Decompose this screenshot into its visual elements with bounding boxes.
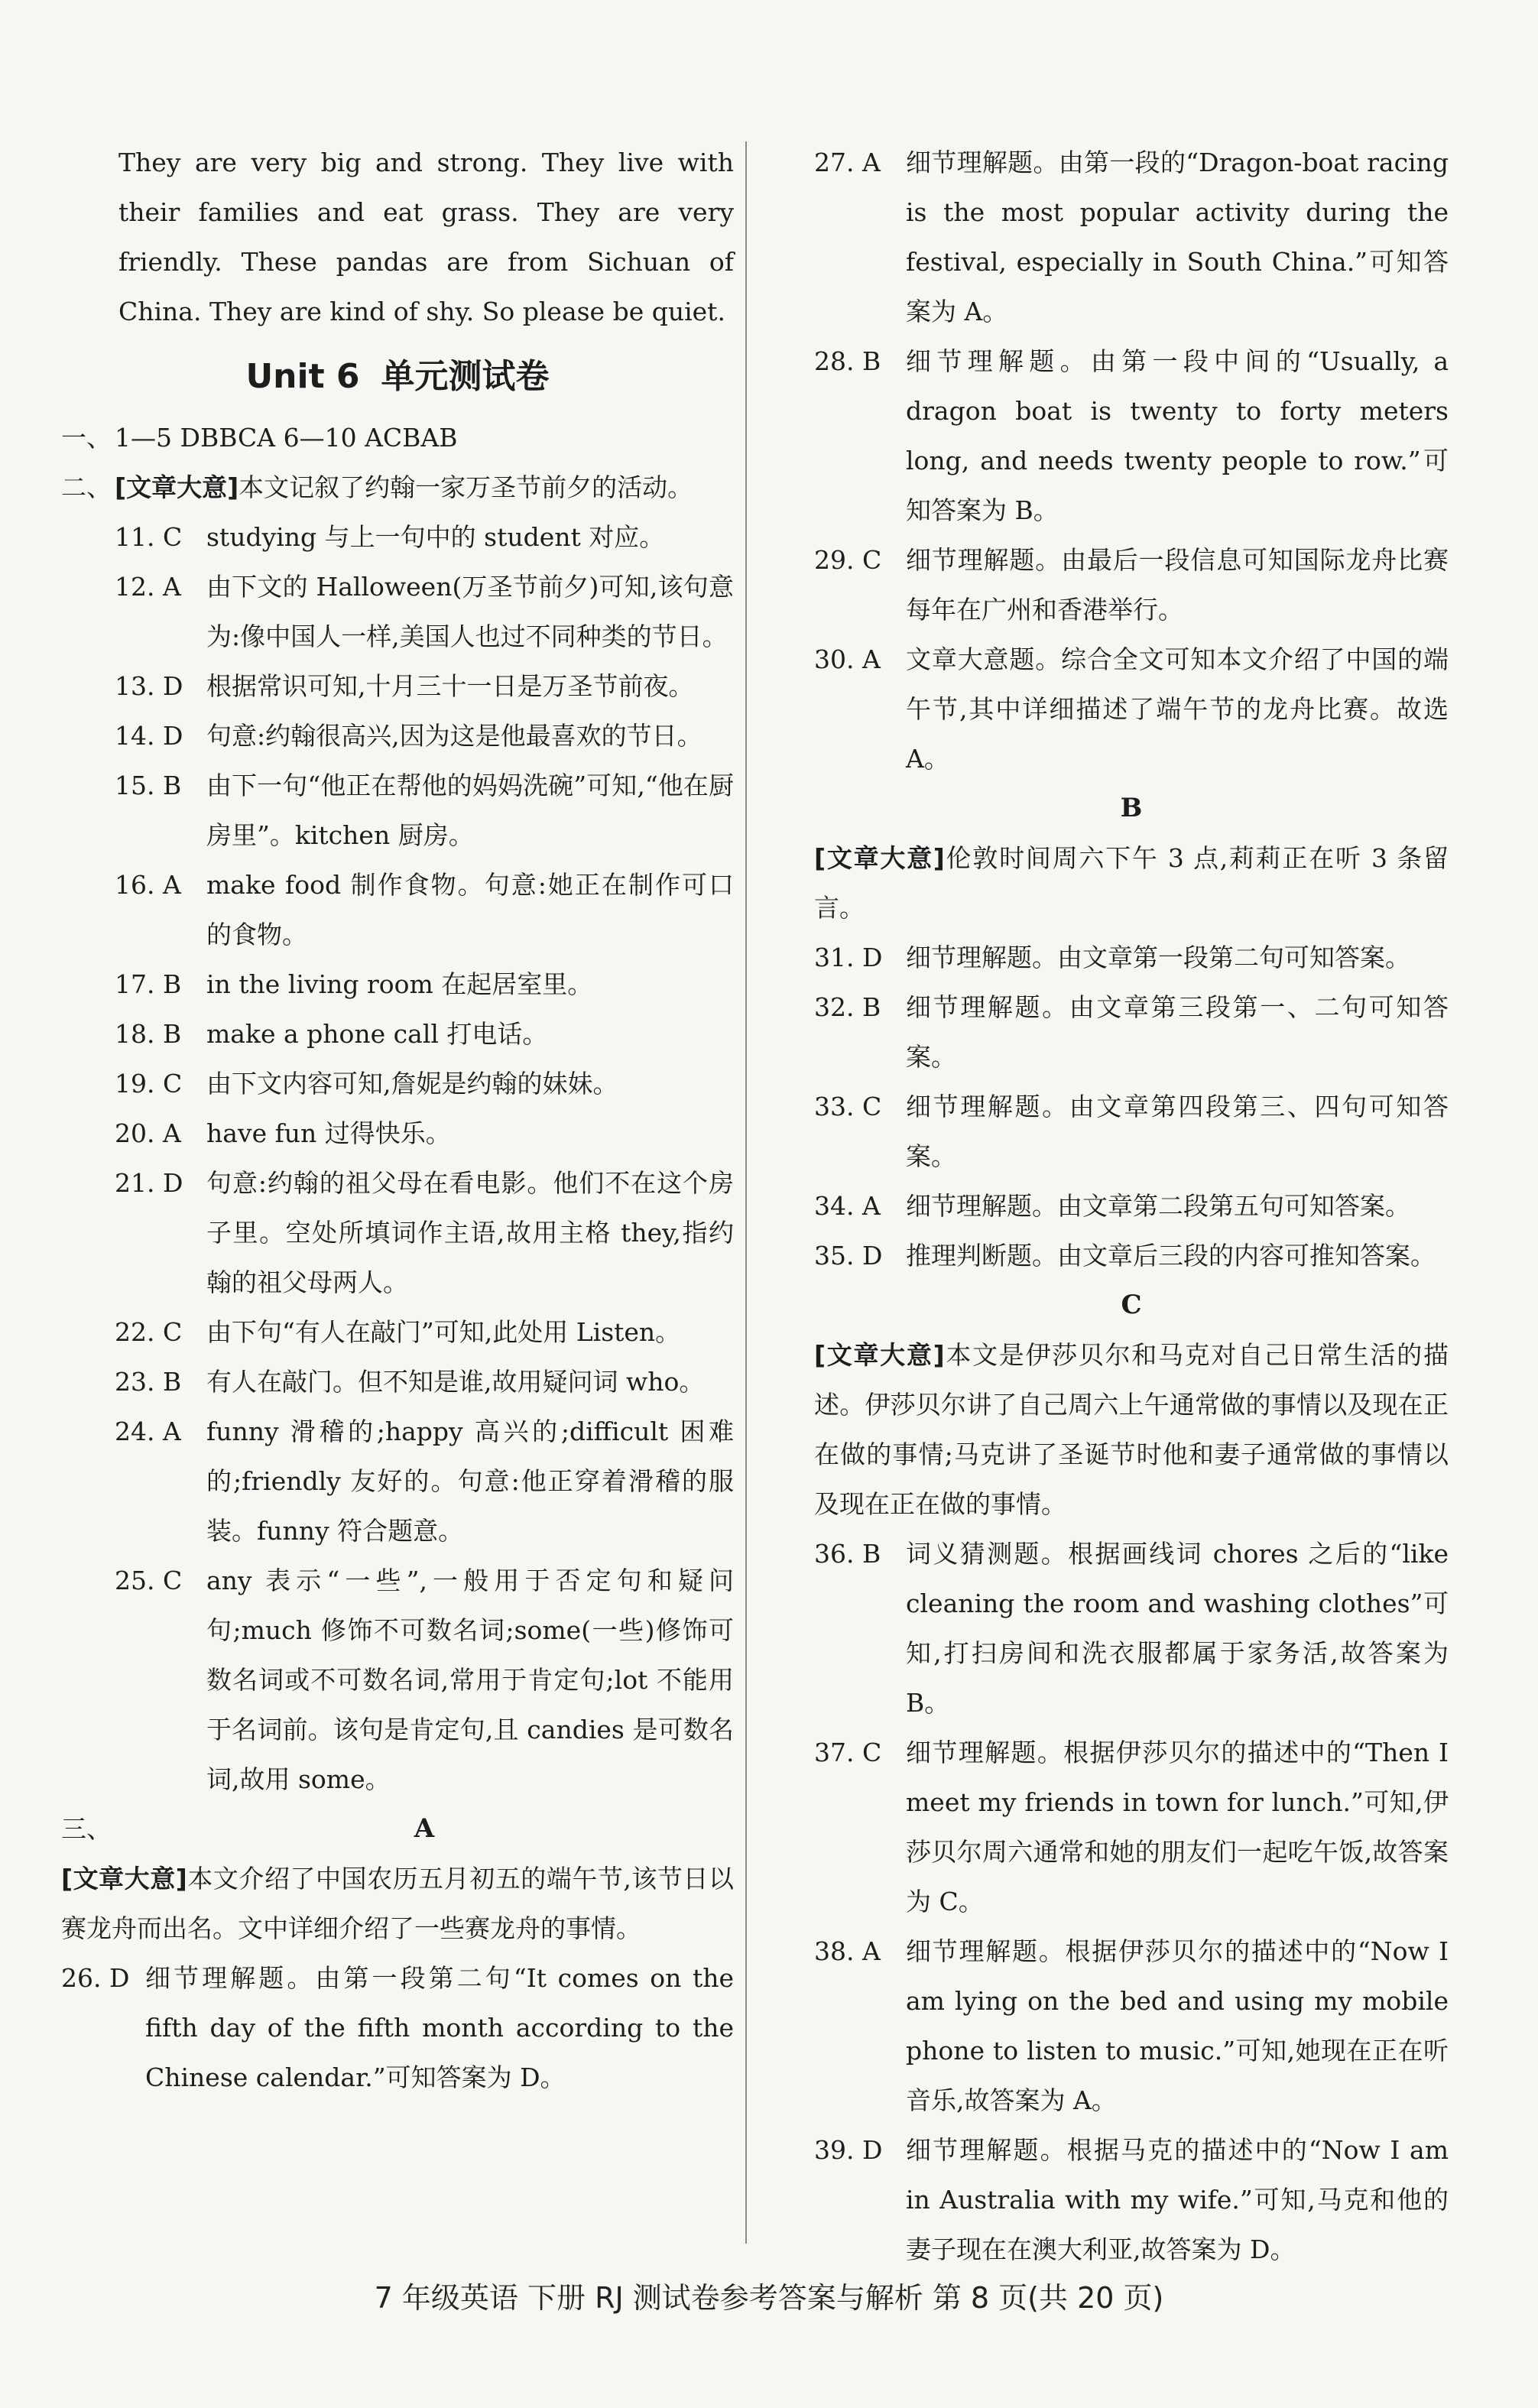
answer-explanation: 推理判断题。由文章后三段的内容可推知答案。: [906, 1241, 1436, 1271]
answer-item: [115, 1009, 734, 1059]
answer-explanation: in the living room 在起居室里。: [206, 969, 593, 999]
answer-explanation: 细节理解题。根据伊莎贝尔的描述中的“Now I am lying on the bed and using my mobile phone to listen to music.”可知,她现在正在听音乐,故答案为 A。: [906, 1936, 1449, 2115]
part-b-summary: [814, 833, 1449, 933]
answer-number: 17. B: [115, 969, 182, 999]
answer-explanation: 细节理解题。根据马克的描述中的“Now I am in Australia with my wife.”可知,马克和他的妻子现在在澳大利亚,故答案为 D。: [906, 2135, 1449, 2264]
answer-number: 19. C: [115, 1069, 183, 1099]
part-a-summary-text: 本文介绍了中国农历五月初五的端午节,该节日以赛龙舟而出名。文中详细介绍了一些赛龙舟的事情。: [61, 1864, 734, 1943]
answer-explanation: 文章大意题。综合全文可知本文介绍了中国的端午节,其中详细描述了端午节的龙舟比赛。故选 A。: [906, 644, 1449, 774]
answer-item: [115, 1556, 734, 1804]
answer-number: 16. A: [115, 870, 181, 900]
answer-explanation: 词义猜测题。根据画线词 chores 之后的“like cleaning the room and washing clothes”可知,打扫房间和洗衣服都属于家务活,故答案为 B。: [906, 1539, 1449, 1718]
answer-number: 18. B: [115, 1019, 182, 1049]
part-b-title: B: [1120, 793, 1143, 823]
answer-item: [115, 562, 734, 661]
answer-explanation: 句意:约翰很高兴,因为这是他最喜欢的节日。: [206, 721, 702, 751]
answer-number: 32. B: [814, 992, 881, 1022]
answer-explanation: 由下句“有人在敲门”可知,此处用 Listen。: [206, 1317, 681, 1347]
part-b-summary-label: [文章大意]: [814, 843, 945, 873]
answer-explanation: 句意:约翰的祖父母在看电影。他们不在这个房子里。空处所填词作主语,故用主格 they,指约翰的祖父母两人。: [206, 1168, 734, 1297]
left-column: [61, 138, 734, 2102]
answer-explanation: 细节理解题。由第一段的“Dragon-boat racing is the most popular activity during the festival, especially in South China.”可知答案为 A。: [906, 148, 1449, 326]
answer-item: [814, 1728, 1449, 1926]
answer-explanation: 有人在敲门。但不知是谁,故用疑问词 who。: [206, 1367, 705, 1397]
answer-item: [115, 1108, 734, 1158]
unit-title-cn: 单元测试卷: [381, 357, 550, 396]
part-a-summary-label: [文章大意]: [61, 1864, 187, 1894]
answer-list-right-a: [814, 138, 1449, 784]
answer-explanation: funny 滑稽的;happy 高兴的;difficult 困难的;friendly 友好的。句意:他正穿着滑稽的服装。funny 符合题意。: [206, 1417, 734, 1546]
unit-title-en: Unit 6: [245, 357, 360, 396]
answer-item: [115, 1357, 734, 1407]
answer-item: [115, 661, 734, 711]
answer-item: [61, 1953, 734, 2102]
part-c-summary-text: 本文是伊莎贝尔和马克对自己日常生活的描述。伊莎贝尔讲了自己周六上午通常做的事情以及现在正在做的事情;马克讲了圣诞节时他和妻子通常做的事情以及现在正在做的事情。: [814, 1340, 1449, 1519]
answer-explanation: 根据常识可知,十月三十一日是万圣节前夜。: [206, 671, 694, 701]
answer-item: [115, 761, 734, 860]
answer-explanation: 由下文的 Halloween(万圣节前夕)可知,该句意为:像中国人一样,美国人也过不同种类的节日。: [206, 572, 734, 651]
answer-explanation: 细节理解题。由第一段中间的“Usually, a dragon boat is twenty to forty meters long, and needs twenty people to row.”可知答案为 B。: [906, 346, 1449, 525]
part-c-title: C: [1121, 1290, 1142, 1320]
answer-explanation: 由下一句“他正在帮他的妈妈洗碗”可知,“他在厨房里”。kitchen 厨房。: [206, 771, 734, 850]
section-2-summary-label: [文章大意]: [115, 472, 239, 502]
answer-number: 36. B: [814, 1539, 881, 1569]
column-divider: [745, 141, 747, 2244]
answer-explanation: 细节理解题。由文章第一段第二句可知答案。: [906, 943, 1410, 972]
answer-item: [814, 982, 1449, 1082]
answer-item: [115, 959, 734, 1009]
part-a-title: A: [414, 1813, 435, 1844]
answer-item: [814, 933, 1449, 982]
answer-number: 39. D: [814, 2135, 883, 2165]
answer-explanation: 细节理解题。由第一段第二句“It comes on the fifth day of the fifth month according to the Chinese calendar.”可知答案为 D。: [145, 1963, 734, 2092]
answer-number: 14. D: [115, 721, 183, 751]
answer-item: [115, 1158, 734, 1307]
answer-item: [814, 535, 1449, 634]
answer-number: 30. A: [814, 644, 881, 674]
answer-list-left: [61, 512, 734, 1804]
answer-number: 11. C: [115, 522, 183, 552]
answer-item: [814, 634, 1449, 784]
section-2-marker: 二、: [61, 472, 112, 502]
intro-paragraph: They are very big and strong. They live with their families and eat grass. They are very friendly. These pandas are from Sichuan of China. They are kind of shy. So please be quiet.: [118, 148, 734, 326]
answer-list-right-b: [814, 933, 1449, 1280]
answer-number: 29. C: [814, 545, 882, 575]
answer-explanation: 细节理解题。根据伊莎贝尔的描述中的“Then I meet my friends in town for lunch.”可知,伊莎贝尔周六通常和她的朋友们一起吃午饭,故答案为 C。: [906, 1738, 1449, 1916]
page-footer: 7 年级英语 下册 RJ 测试卷参考答案与解析 第 8 页(共 20 页): [374, 2281, 1164, 2315]
right-column: [814, 138, 1449, 2274]
answer-item: [115, 1307, 734, 1357]
answer-item: [814, 336, 1449, 535]
answer-number: 33. C: [814, 1092, 882, 1121]
answer-number: 20. A: [115, 1118, 181, 1148]
answer-number: 34. A: [814, 1191, 881, 1221]
part-b-summary-text: 伦敦时间周六下午 3 点,莉莉正在听 3 条留言。: [814, 843, 1449, 923]
answer-explanation: have fun 过得快乐。: [206, 1118, 451, 1148]
answer-item: [814, 138, 1449, 336]
answer-number: 31. D: [814, 943, 883, 972]
answer-explanation: 细节理解题。由文章第二段第五句可知答案。: [906, 1191, 1410, 1221]
answer-explanation: 细节理解题。由文章第四段第三、四句可知答案。: [906, 1092, 1449, 1171]
unit-title: [61, 342, 734, 411]
part-c-summary: [814, 1330, 1449, 1529]
part-c-summary-label: [文章大意]: [814, 1340, 945, 1370]
part-a-summary: [61, 1854, 734, 1953]
answer-number: 21. D: [115, 1168, 183, 1198]
answer-number: 37. C: [814, 1738, 882, 1767]
section-1-answers: 1—5 DBBCA 6—10 ACBAB: [115, 423, 458, 453]
answer-explanation: 细节理解题。由文章第三段第一、二句可知答案。: [906, 992, 1449, 1072]
answer-number: 27. A: [814, 148, 881, 177]
answer-number: 22. C: [115, 1317, 183, 1347]
answer-number: 25. C: [115, 1566, 183, 1595]
answer-number: 13. D: [115, 671, 183, 701]
answer-item: [115, 1059, 734, 1108]
answer-explanation: make a phone call 打电话。: [206, 1019, 548, 1049]
section-2: [61, 462, 734, 512]
answer-item: [814, 1529, 1449, 1728]
answer-item: [814, 2125, 1449, 2274]
section-3: [61, 1804, 734, 1854]
answer-item: [115, 512, 734, 562]
section-1-marker: 一、: [61, 423, 112, 453]
answer-number: 28. B: [814, 346, 881, 376]
answer-item: [814, 1231, 1449, 1280]
answer-item: [115, 860, 734, 959]
answer-explanation: any 表示“一些”,一般用于否定句和疑问句;much 修饰不可数名词;some(一些)修饰可数名词或不可数名词,常用于肯定句;lot 不能用于名词前。该句是肯定句,且 candies 是可数名词,故用 some。: [206, 1566, 734, 1794]
answer-explanation: studying 与上一句中的 student 对应。: [206, 522, 665, 552]
section-1: [61, 413, 734, 462]
answer-number: 35. D: [814, 1241, 883, 1271]
answer-number: 24. A: [115, 1417, 181, 1446]
answer-number: 23. B: [115, 1367, 182, 1397]
answer-list-right-c: [814, 1529, 1449, 2274]
answer-item: [814, 1926, 1449, 2125]
section-2-summary: 本文记叙了约翰一家万圣节前夕的活动。: [238, 472, 693, 502]
answer-number: 26. D: [61, 1963, 130, 1993]
answer-explanation: make food 制作食物。句意:她正在制作可口的食物。: [206, 870, 734, 949]
answer-item: [814, 1082, 1449, 1181]
answer-number: 15. B: [115, 771, 182, 800]
answer-item: [115, 1407, 734, 1556]
section-3-marker: 三、: [61, 1814, 112, 1844]
answer-explanation: 由下文内容可知,詹妮是约翰的妹妹。: [206, 1069, 618, 1099]
answer-number: 12. A: [115, 572, 181, 602]
answer-item: [115, 711, 734, 761]
answer-explanation: 细节理解题。由最后一段信息可知国际龙舟比赛每年在广州和香港举行。: [906, 545, 1449, 625]
answer-item: [814, 1181, 1449, 1231]
answer-number: 38. A: [814, 1936, 881, 1966]
